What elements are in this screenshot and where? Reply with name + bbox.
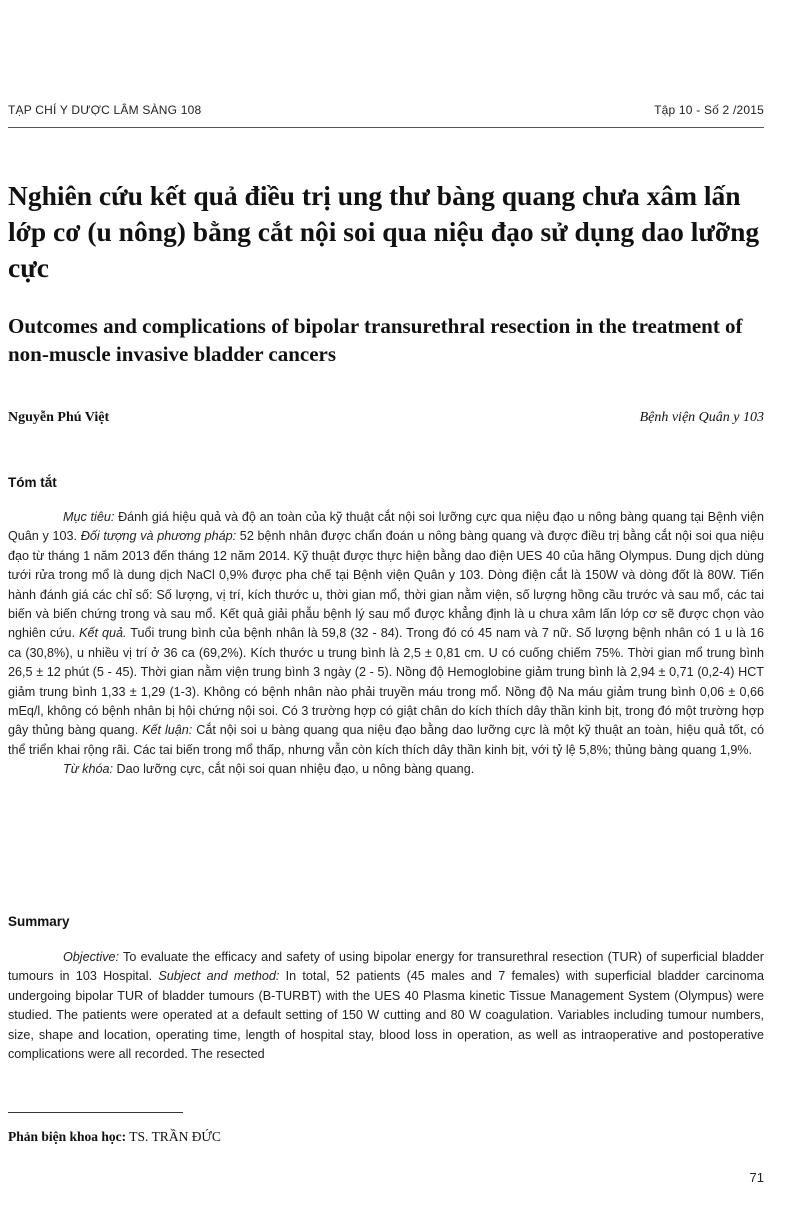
footnote-divider [8, 1112, 183, 1113]
reviewer-label: Phản biện khoa học: [8, 1129, 127, 1144]
conclusion-text: Cắt nội soi u bàng quang qua niệu đạo bằng dao lưỡng cực là một kỹ thuật an toàn, hiệu quả tốt, có thể triển khai rộng rãi. Các tai biến trong mổ thấp, nhưng vẫn còn kích thích dây thần kinh bịt, với tỷ lệ 5,8%; thủng bàng quang 1,9%. [8, 723, 764, 757]
objective-label: Mục tiêu: [63, 510, 115, 524]
author-name: Nguyễn Phú Việt [8, 410, 110, 425]
method-label-en: Subject and method: [158, 969, 280, 984]
abstract-vn-heading: Tóm tắt [8, 475, 57, 490]
conclusion-label: Kết luận: [142, 723, 193, 738]
keywords-label: Từ khóa: [63, 762, 113, 777]
method-text: 52 bệnh nhân được chẩn đoán u nông bàng quang và được điều trị bằng cắt nội soi qua niệu đạo từ tháng 1 năm 2013 đến tháng 12 năm 2014. Kỹ thuật được thực hiện bằng dao điện UES 40 của hãng Olympus. Dung dịch dùng tưới rửa trong mổ là dung dịch NaCl 0,9% được pha chế tại Bệnh viện Quân y 103. Dòng điện cắt là 150W và dòng đốt là 80W. Tiến hành đánh giá các chỉ số: Số lượng, vị trí, kích thước u, thời gian mổ, thời gian nằm viện, số lượng hồng cầu trước và sau mổ, các tai biến và biến chứng trong và sau mổ. Kết quả giải phẫu bệnh lý sau mổ được khẳng định là u chưa xâm lấn lớp cơ sẽ được chọn vào nghiên cứu. [8, 529, 765, 641]
article-title-english: Outcomes and complications of bipolar transurethral resection in the treatment of non-muscle invasive bladder cancers [8, 314, 743, 366]
result-label: Kết quả. [79, 626, 127, 641]
keywords-text: Dao lưỡng cực, cắt nội soi quan nhiệu đạo, u nông bàng quang. [112, 762, 475, 777]
header-divider [8, 127, 764, 128]
abstract-vietnamese [8, 508, 764, 780]
abstract-english [8, 948, 764, 1064]
objective-label-en: Objective: [63, 950, 119, 964]
running-header [8, 103, 764, 121]
page-number: 71 [749, 1170, 764, 1185]
result-text: Tuổi trung bình của bệnh nhân là 59,8 (32 - 84). Trong đó có 45 nam và 7 nữ. Số lượng bệnh nhân có 1 u là 16 ca (30,8%), u nhiều vị trí ở 36 ca (69,2%). Kích thước u trung bình là 2,5 ± 0,81 cm. U có cuống chiếm 75%. Thời gian mổ trung bình 26,5 ± 12 phút (5 - 45). Thời gian nằm viện trung bình 3 ngày (2 - 5). Nồng độ Hemoglobine giảm trung bình là 2,94 ± 0,71 (0,2-4) HCT giảm trung bình 1,33 ± 1,29 (1-3). Không có bệnh nhân nào phải truyền máu trong mổ. Nồng độ Na máu giảm trung bình 0,06 ± 0,66 mEq/l, không có bệnh nhân bị hội chứng nội soi. Có 3 trường hợp có giật chân do kích thích dây thần kinh bịt, trong đó một trường hợp gây thủng bàng quang. [8, 626, 764, 738]
objective-text-en: To evaluate the efficacy and safety of using bipolar energy for transurethral resection (TUR) of superficial bladder tumours in 103 Hospital. [8, 950, 764, 984]
article-title-vietnamese: Nghiên cứu kết quả điều trị ung thư bàng quang chưa xâm lấn lớp cơ (u nông) bằng cắt nội soi qua niệu đạo sử dụng dao lưỡng cực [8, 180, 760, 283]
objective-text: Đánh giá hiệu quả và độ an toàn của kỹ thuật cắt nội soi lưỡng cực qua niệu đạo u nông bàng quang tại Bệnh viện Quân y 103. [8, 510, 764, 544]
abstract-vn-body [8, 508, 764, 760]
keywords-vn [8, 760, 764, 779]
abstract-en-heading: Summary [8, 914, 70, 929]
method-text-en: In total, 52 patients (45 males and 7 females) with superficial bladder carcinoma undergoing bipolar TUR of bladder tumours (B-TURBT) with the UES 40 Plasma kinetic Tissue Management System (Olympus) were studied. The patients were operated at a default setting of 150 W cutting and 80 W coagulation. Variables including tumour numbers, size, shape and location, operating time, length of hospital stay, blood loss in operation, as well as intraoperative and postoperative complications were all recorded. The resected [8, 969, 764, 1062]
journal-name: TẠP CHÍ Y DƯỢC LÂM SÀNG 108 [8, 103, 202, 117]
reviewer-name: TS. TRẦN ĐỨC [126, 1129, 221, 1144]
abstract-en-body [8, 948, 764, 1064]
method-label: Đối tượng và phương pháp: [80, 529, 237, 544]
reviewer-note [8, 1129, 221, 1145]
issue-info: Tập 10 - Số 2 /2015 [654, 103, 764, 117]
author-affiliation: Bệnh viện Quân y 103 [639, 410, 764, 425]
